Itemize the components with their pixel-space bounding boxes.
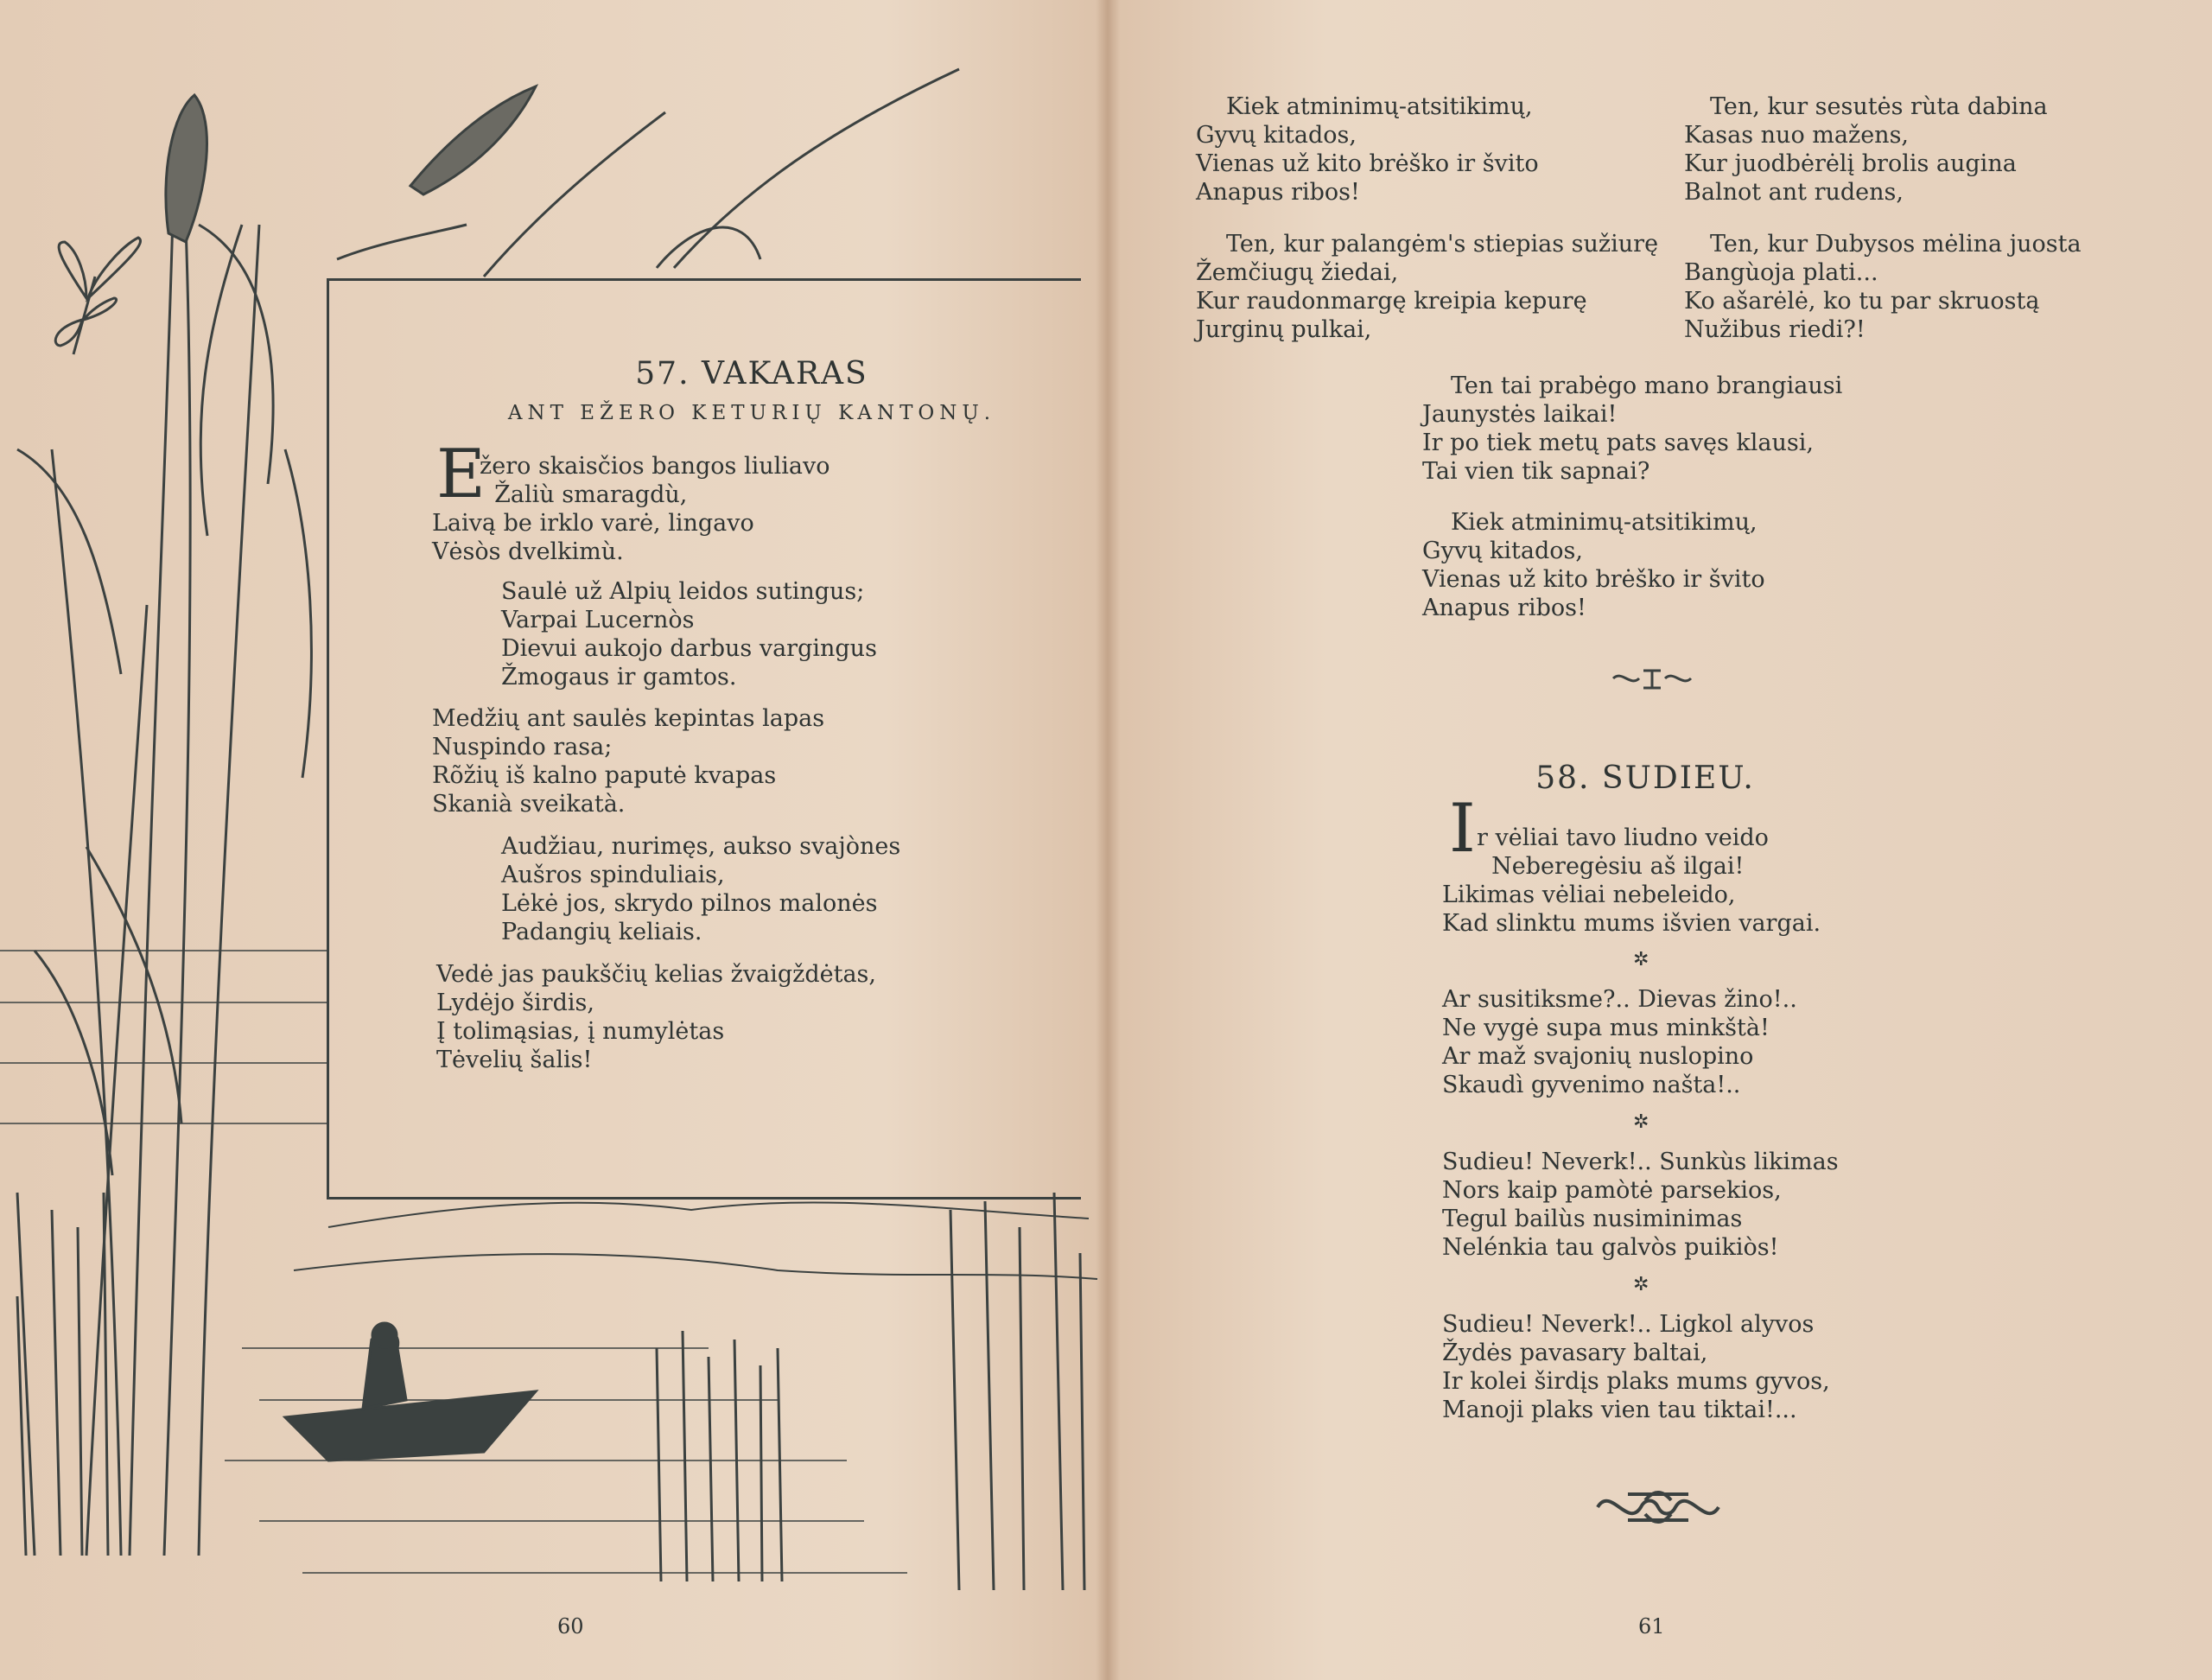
p2-stanza-2-line-4: Skaudì gyvenimo našta!..	[1442, 1072, 1741, 1098]
col-b-1-line-2: Kasas nuo mažens,	[1684, 122, 1910, 149]
col-a-1-line-3: Vienas už kito brėško ir švito	[1196, 150, 1539, 177]
stanza-2-line-2: Varpai Lucernòs	[501, 607, 695, 633]
stanza-4-line-4: Padangių keliais.	[501, 919, 702, 945]
p2-stanza-2-line-3: Ar maž svajonių nuslopino	[1442, 1043, 1754, 1070]
col-b-2-line-3: Ko ašarėlė, ko tu par skruostą	[1684, 288, 2040, 315]
p2-stanza-3-line-2: Nors kaip pamòtė parsekios,	[1442, 1177, 1782, 1204]
center-1-line-4: Tai vien tik sapnai?	[1422, 458, 1650, 485]
col-a-1-line-1: Kiek atminimų-atsitikimų,	[1226, 93, 1533, 120]
poem2-title: 58. SUDIEU.	[1535, 760, 1755, 796]
stanza-4-line-2: Aušros spinduliais,	[501, 862, 725, 888]
col-b-1-line-4: Balnot ant rudens,	[1684, 179, 1904, 206]
p2-stanza-2-line-2: Ne vygė supa mus minkštà!	[1442, 1015, 1770, 1041]
stanza-3-line-2: Nuspindo rasa;	[432, 734, 613, 760]
center-2-line-4: Anapus ribos!	[1422, 595, 1586, 621]
p2-stanza-3-line-4: Nelénkia tau galvòs puikiòs!	[1442, 1234, 1779, 1261]
stanza-3-line-3: Rõžių iš kalno paputė kvapas	[432, 762, 777, 789]
p2-stanza-4-line-3: Ir kolei širdįs plaks mums gyvos,	[1442, 1368, 1830, 1395]
col-b-1-line-3: Kur juodbėrėlį brolis augina	[1684, 150, 2017, 177]
ornament-large-icon	[1593, 1481, 1723, 1533]
p2-stanza-1-line-3: Likimas vėliai nebeleido,	[1442, 881, 1736, 908]
stanza-4-line-1: Audžiau, nurimęs, aukso svajònes	[501, 833, 901, 860]
center-2-line-3: Vienas už kito brėško ir švito	[1422, 566, 1765, 593]
page-number-left: 60	[557, 1614, 584, 1639]
stanza-5-line-2: Lydėjo širdis,	[436, 990, 594, 1016]
center-2-line-2: Gyvų kitados,	[1422, 538, 1583, 564]
separator-star-1: ✲	[1633, 949, 1649, 970]
col-a-1-line-4: Anapus ribos!	[1196, 179, 1360, 206]
center-1-line-3: Ir po tiek metų pats savęs klausi,	[1422, 430, 1814, 456]
stanza-1-line-2: Žaliù smaragdù,	[480, 481, 688, 508]
p2-stanza-2-line-1: Ar susitiksme?.. Dievas žino!..	[1442, 986, 1797, 1013]
drop-cap-2: I	[1449, 790, 1476, 868]
separator-star-3: ✲	[1633, 1274, 1649, 1295]
p2-stanza-4-line-4: Manoji plaks vien tau tiktai!...	[1442, 1397, 1797, 1423]
poem-title: 57. VAKARAS	[635, 356, 868, 391]
stanza-5-line-3: Į tolimąsias, į numylėtas	[436, 1018, 725, 1045]
p2-stanza-1-line-1: r vėliai tavo liudno veido	[1477, 824, 1769, 851]
stanza-4-line-3: Lėkė jos, skrydo pilnos malonės	[501, 890, 878, 917]
col-a-1-line-2: Gyvų kitados,	[1196, 122, 1357, 149]
col-a-2-line-4: Jurginų pulkai,	[1196, 316, 1372, 343]
stanza-2-line-4: Žmogaus ir gamtos.	[501, 664, 737, 690]
col-b-2-line-4: Nužibus riedi?!	[1684, 316, 1866, 343]
page-number-right: 61	[1638, 1614, 1665, 1639]
stanza-3-line-4: Skanià sveikatà.	[432, 791, 626, 818]
p2-stanza-4-line-1: Sudieu! Neverk!.. Ligkol alyvos	[1442, 1311, 1815, 1338]
stanza-2-line-3: Dievui aukojo darbus vargingus	[501, 635, 877, 662]
stanza-1-line-3: Laivą be irklo varė, lingavo	[432, 510, 754, 537]
col-b-2-line-2: Bangùoja plati...	[1684, 259, 1878, 286]
stanza-1-line-4: Vėsòs dvelkimù.	[432, 538, 624, 565]
stanza-5-line-4: Tėvelių šalis!	[436, 1047, 593, 1073]
drop-cap: E	[436, 436, 486, 513]
col-a-2-line-1: Ten, kur palangėm's stiepias sužiurę	[1226, 231, 1659, 258]
p2-stanza-4-line-2: Žydės pavasary baltai,	[1442, 1340, 1708, 1366]
col-b-2-line-1: Ten, kur Dubysos mėlina juosta	[1710, 231, 2082, 258]
stanza-2-line-1: Saulė už Alpių leidos sutingus;	[501, 578, 865, 605]
center-1-line-2: Jaunystės laikai!	[1422, 401, 1618, 428]
stanza-5-line-1: Vedė jas paukščių kelias žvaigždėtas,	[436, 961, 876, 988]
p2-stanza-3-line-1: Sudieu! Neverk!.. Sunkùs likimas	[1442, 1149, 1839, 1175]
ornament-small-icon	[1609, 665, 1695, 691]
p2-stanza-1-line-2: Neberegėsiu aš ilgai!	[1477, 853, 1745, 880]
p2-stanza-1-line-4: Kad slinktu mums išvien vargai.	[1442, 910, 1821, 937]
right-page	[1109, 0, 2212, 1680]
col-b-1-line-1: Ten, kur sesutės rùta dabina	[1710, 93, 2048, 120]
center-2-line-1: Kiek atminimų-atsitikimų,	[1451, 509, 1758, 536]
separator-star-2: ✲	[1633, 1111, 1649, 1133]
center-1-line-1: Ten tai prabėgo mano brangiausi	[1451, 372, 1843, 399]
stanza-3-line-1: Medžių ant saulės kepintas lapas	[432, 705, 825, 732]
col-a-2-line-2: Žemčiugų žiedai,	[1196, 259, 1399, 286]
poem-subtitle: ANT EŽERO KETURIŲ KANTONŲ.	[507, 402, 996, 424]
stanza-1-line-1: žero skaisčios bangos liuliavo	[480, 453, 830, 480]
p2-stanza-3-line-3: Tegul bailùs nusiminimas	[1442, 1206, 1743, 1232]
col-a-2-line-3: Kur raudonmargę kreipia kepurę	[1196, 288, 1587, 315]
